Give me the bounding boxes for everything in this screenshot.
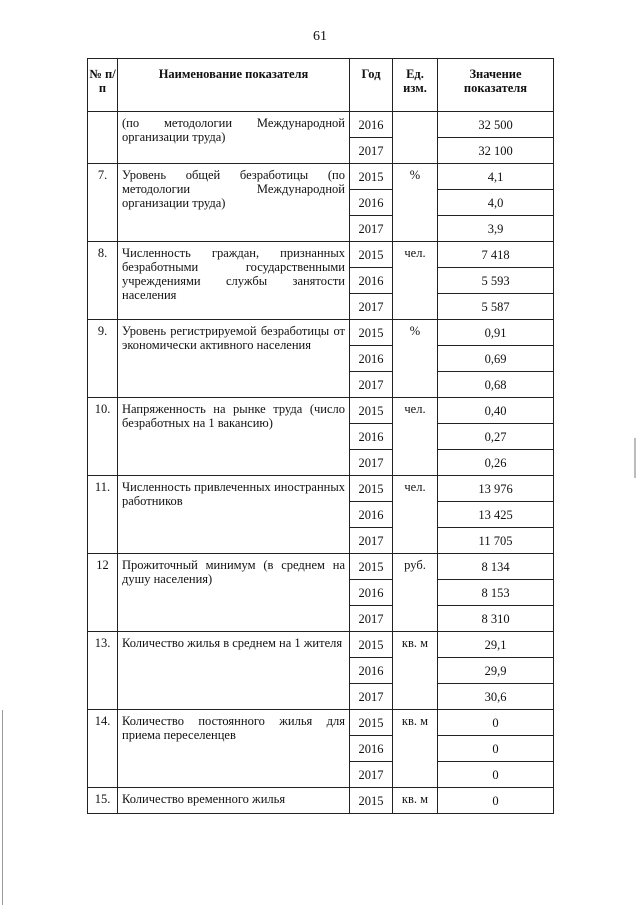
row-number xyxy=(88,112,118,164)
indicator-year: 2015 xyxy=(350,242,393,268)
indicator-value: 32 500 xyxy=(438,112,554,138)
indicator-year: 2015 xyxy=(350,398,393,424)
indicator-year: 2016 xyxy=(350,658,393,684)
indicator-value: 13 425 xyxy=(438,502,554,528)
row-number: 8. xyxy=(88,242,118,320)
table-row xyxy=(88,112,554,138)
indicator-name: Прожиточный минимум (в среднем на душу населения) xyxy=(118,554,350,632)
indicator-unit: кв. м xyxy=(393,710,438,788)
row-number: 14. xyxy=(88,710,118,788)
indicator-name: Количество жилья в среднем на 1 жителя xyxy=(118,632,350,710)
table-row xyxy=(88,398,554,424)
row-number: 15. xyxy=(88,788,118,814)
indicator-year: 2017 xyxy=(350,762,393,788)
indicator-unit: чел. xyxy=(393,476,438,554)
indicator-value: 5 587 xyxy=(438,294,554,320)
indicator-year: 2017 xyxy=(350,528,393,554)
table-row xyxy=(88,476,554,502)
header-name: Наименование показателя xyxy=(118,59,350,112)
indicator-name: Напряженность на рынке труда (число безработных на 1 вакансию) xyxy=(118,398,350,476)
indicator-value: 0 xyxy=(438,788,554,814)
indicator-year: 2015 xyxy=(350,632,393,658)
indicator-year: 2015 xyxy=(350,320,393,346)
indicator-value: 5 593 xyxy=(438,268,554,294)
table-row xyxy=(88,554,554,580)
row-number: 13. xyxy=(88,632,118,710)
indicator-year: 2017 xyxy=(350,450,393,476)
table-row xyxy=(88,632,554,658)
indicator-year: 2015 xyxy=(350,476,393,502)
indicator-year: 2016 xyxy=(350,190,393,216)
indicator-year: 2015 xyxy=(350,164,393,190)
indicator-value: 0 xyxy=(438,710,554,736)
page-number: 61 xyxy=(313,29,327,44)
indicator-value: 0,27 xyxy=(438,424,554,450)
indicator-value: 0,40 xyxy=(438,398,554,424)
indicator-year: 2017 xyxy=(350,138,393,164)
header-value: Значение показателя xyxy=(438,59,554,112)
indicator-year: 2015 xyxy=(350,788,393,814)
indicator-unit: % xyxy=(393,164,438,242)
indicator-unit: чел. xyxy=(393,398,438,476)
row-number: 10. xyxy=(88,398,118,476)
indicator-value: 4,0 xyxy=(438,190,554,216)
indicator-year: 2015 xyxy=(350,710,393,736)
indicator-value: 13 976 xyxy=(438,476,554,502)
indicator-value: 0 xyxy=(438,736,554,762)
scan-edge-mark xyxy=(634,438,636,478)
indicator-year: 2016 xyxy=(350,112,393,138)
indicator-unit: руб. xyxy=(393,554,438,632)
indicator-name: Уровень регистрируемой безработицы от экономически активного населения xyxy=(118,320,350,398)
indicator-unit xyxy=(393,112,438,164)
indicator-year: 2016 xyxy=(350,580,393,606)
row-number: 7. xyxy=(88,164,118,242)
indicator-value: 0,68 xyxy=(438,372,554,398)
indicator-name: Количество временного жилья xyxy=(118,788,350,814)
indicator-value: 8 134 xyxy=(438,554,554,580)
header-num: № п/п xyxy=(88,59,118,112)
indicator-year: 2017 xyxy=(350,684,393,710)
table-row xyxy=(88,788,554,814)
indicators-table xyxy=(87,58,554,814)
indicator-year: 2015 xyxy=(350,554,393,580)
indicator-name: (по методологии Международной организации труда) xyxy=(118,112,350,164)
indicator-year: 2017 xyxy=(350,294,393,320)
indicator-year: 2016 xyxy=(350,424,393,450)
indicator-value: 30,6 xyxy=(438,684,554,710)
row-number: 11. xyxy=(88,476,118,554)
indicator-year: 2016 xyxy=(350,346,393,372)
indicator-name: Количество постоянного жилья для приема переселенцев xyxy=(118,710,350,788)
table-row xyxy=(88,710,554,736)
indicator-value: 0 xyxy=(438,762,554,788)
indicator-value: 11 705 xyxy=(438,528,554,554)
row-number: 12 xyxy=(88,554,118,632)
table-row xyxy=(88,320,554,346)
indicator-value: 4,1 xyxy=(438,164,554,190)
indicator-unit: % xyxy=(393,320,438,398)
indicator-year: 2017 xyxy=(350,216,393,242)
indicator-unit: кв. м xyxy=(393,632,438,710)
indicator-value: 0,69 xyxy=(438,346,554,372)
row-number: 9. xyxy=(88,320,118,398)
indicator-year: 2016 xyxy=(350,502,393,528)
indicator-value: 29,9 xyxy=(438,658,554,684)
indicator-value: 8 310 xyxy=(438,606,554,632)
indicator-year: 2016 xyxy=(350,268,393,294)
indicator-year: 2017 xyxy=(350,372,393,398)
scan-margin-line xyxy=(2,710,3,905)
indicator-value: 3,9 xyxy=(438,216,554,242)
header-year: Год xyxy=(350,59,393,112)
table-body xyxy=(88,112,554,814)
table-header-row xyxy=(88,59,554,112)
indicator-unit: чел. xyxy=(393,242,438,320)
table-row xyxy=(88,164,554,190)
indicator-name: Численность граждан, признанных безработными государственными учреждениями службы занятости населения xyxy=(118,242,350,320)
indicator-value: 0,26 xyxy=(438,450,554,476)
indicator-name: Численность привлеченных иностранных работников xyxy=(118,476,350,554)
indicator-value: 0,91 xyxy=(438,320,554,346)
table-row xyxy=(88,242,554,268)
indicator-value: 29,1 xyxy=(438,632,554,658)
indicator-unit: кв. м xyxy=(393,788,438,814)
indicator-name: Уровень общей безработицы (по методологии Международной организации труда) xyxy=(118,164,350,242)
indicator-value: 8 153 xyxy=(438,580,554,606)
indicator-year: 2016 xyxy=(350,736,393,762)
indicator-value: 32 100 xyxy=(438,138,554,164)
indicator-value: 7 418 xyxy=(438,242,554,268)
header-unit: Ед. изм. xyxy=(393,59,438,112)
indicator-year: 2017 xyxy=(350,606,393,632)
